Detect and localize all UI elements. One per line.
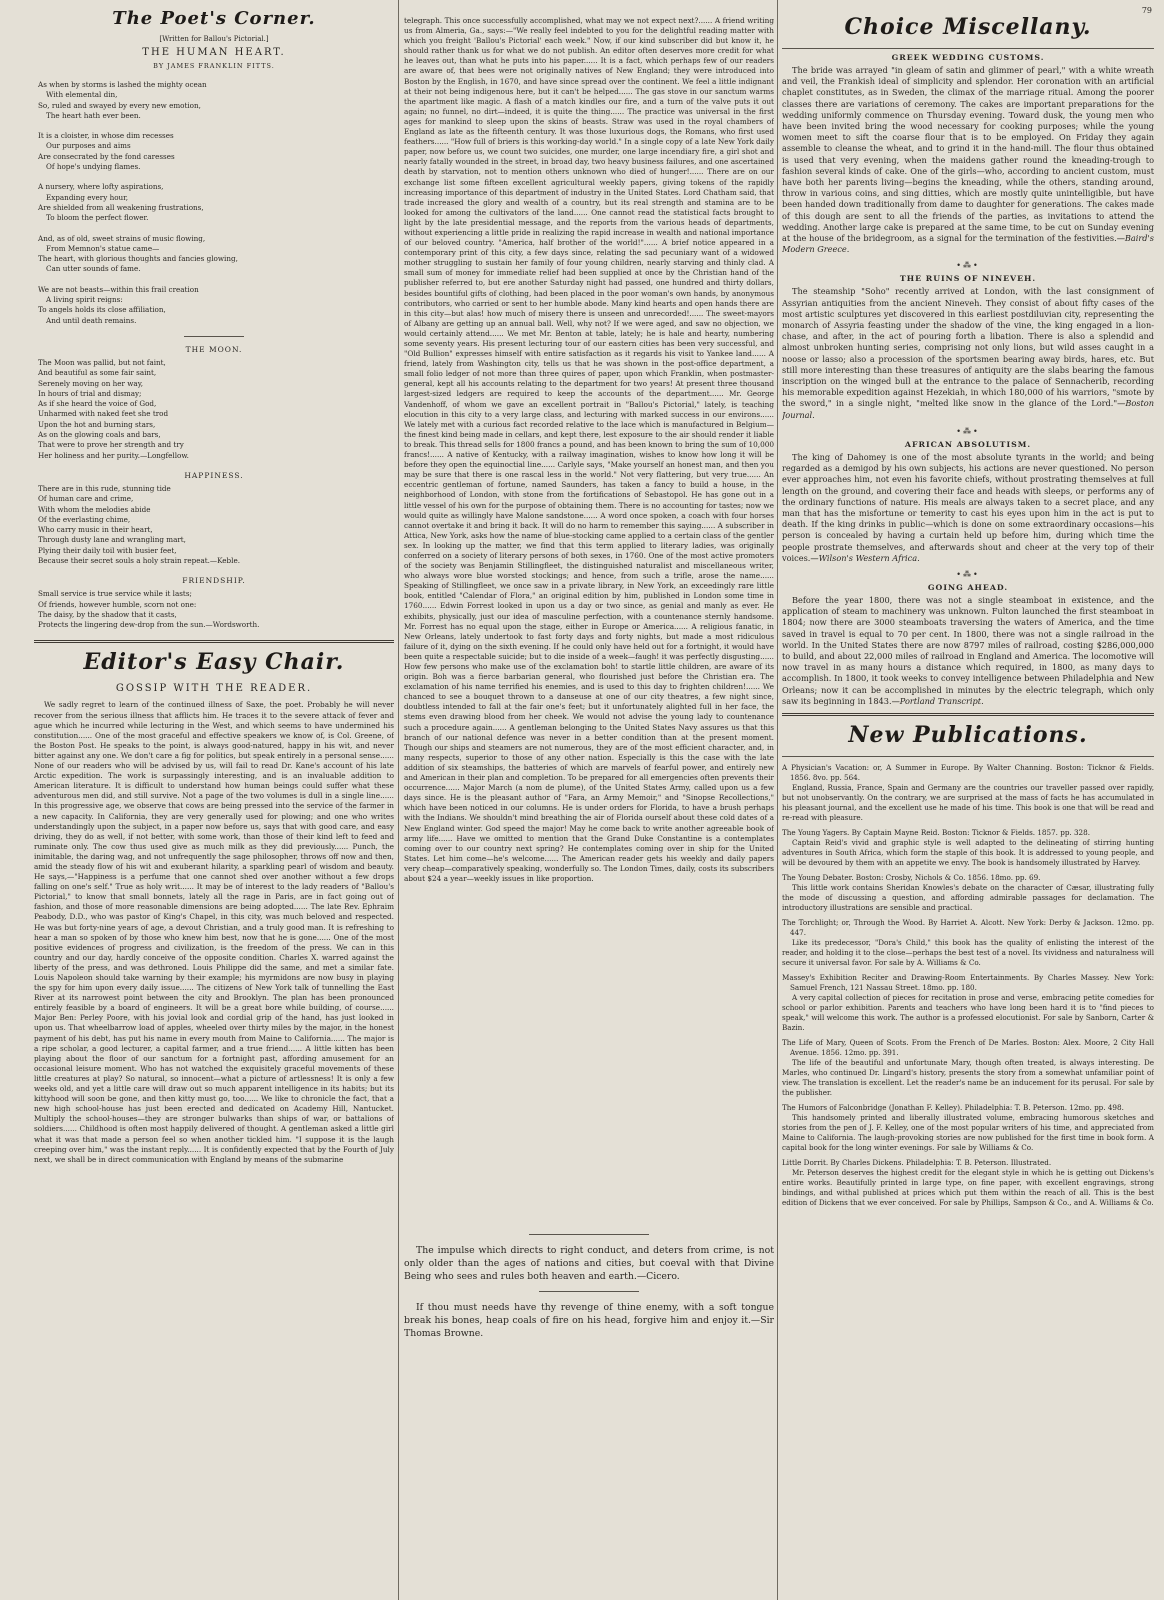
verse-line: Protects the lingering dew-drop from the sun.—Wordsworth. [38,620,260,630]
publication-review: A very capital collection of pieces for recitation in prose and verse, embracing petite comedies for school or parlor exhibition. Parents and teachers who have long been hard it is to "find pieces to speak," will welcome this work. The author is a professed elocutionist. For sale by Sanborn, Carter & Bazin. [782,992,1154,1032]
verse-line: And, as of old, sweet strains of music flowing, [38,233,206,243]
column-rule [777,0,778,1600]
verse-line: So, ruled and swayed by every new emotion, [38,100,201,110]
verse-line: Upon the hot and burning stars, [38,419,156,429]
article-title: THE RUINS OF NINEVEH. [899,274,1037,284]
verse-line: As on the glowing coals and bars, [38,430,161,440]
article-title: GREEK WEDDING CUSTOMS. [891,53,1045,62]
publications-list [782,763,1154,1208]
poem-byline: BY JAMES FRANKLIN FITTS. [153,62,275,70]
ornament: •⁂• [956,426,980,436]
publication-item [782,1158,1154,1208]
verse-line: Our purposes and aims [46,141,131,151]
poem-stanzas [34,80,394,326]
written-for-note: [Written for Ballou's Pictorial.] [159,35,269,43]
verse-line: A nursery, where lofty aspirations, [38,182,164,192]
gossip-title: GOSSIP WITH THE READER. [115,683,313,695]
publication-entry: A Physician's Vacation: or, A Summer in Europe. By Walter Channing. Boston: Ticknor & Fields. 1856. 8vo. pp. 564. [782,762,1154,782]
verse-line: To angels holds its close affiliation, [38,305,166,315]
divider [184,336,244,337]
editors-chair-heading: Editor's Easy Chair. [83,649,345,676]
verse-line: From Memnon's statue came— [46,243,160,253]
verse-line: Who carry music in their heart, [38,525,153,535]
verse-line: Her holiness and her purity.—Longfellow. [38,450,189,460]
column-rule [398,0,399,1600]
article-title: GOING AHEAD. [927,582,1009,592]
publications-heading: New Publications. [848,721,1088,748]
verse-line: With whom the melodies abide [38,504,151,514]
publication-review: Captain Reid's vivid and graphic style is well adapted to the delineating of stirring hunting adventures in South Africa, which form the staple of this book. It is addressed to young people, and will be devoured by them with an appetite we envy. The book is handsomely illustrated by Harvey. [782,837,1154,867]
verse-line: Of the everlasting chime, [38,514,131,524]
publication-item [782,1103,1154,1153]
article-body: The bride was arrayed "in gleam of satin and glimmer of pearl," with a white wreath and veil, the Frankish ideal of simplicity and splendor. Her coronation with an artificial chaplet constitutes, as in Sweden, the climax of the marriage ritual. Among the poorer classes there are variations of ceremony. The cakes are important preparations for the wedding uniformly commence on Thursday evening. Toward dusk, the young men who have been invited bring the wood necessary for cooking purposes; while the young women meet to sift the coarse flour that is to be employed. On Friday they again assemble to cleanse the wheat, and to grind it in the hand-mill. The flour thus obtained is used that very evening, when the maidens gather round the kneading-trough to fashion several kinds of cake. One of the girls—who, according to ancient custom, must have both her parents living—begins the kneading, while the others, standing around, throw in various coins, and sing ditties, which are mostly quite unintelligible, but have been handed down traditionally from dame to daughter for generations. The cakes made of this dough are sent to all the friends of the parties, as invitations to attend the wedding. Another large cake is prepared at the same time, to be cut on Sunday evening at the house of the bridegroom, as a signal for the termination of the festivities.—Baird's Modern Greece. [782,65,1154,255]
publication-entry: Massey's Exhibition Reciter and Drawing-Room Entertainments. By Charles Massey. New York: Samuel French, 121 Nassau Street. 18mo. pp. 180. [782,972,1154,992]
poem-title: THE HUMAN HEART. [142,47,286,58]
verse-line: To bloom the perfect flower. [46,213,149,223]
moon-title: THE MOON. [185,344,243,354]
publication-item [782,873,1154,913]
cicero-quote: The impulse which directs to right conduct, and deters from crime, is not only older than the ages of nations and cities, but coeval with that Divine Being who sees and rules both heaven and earth.—Cicero. [404,1245,774,1282]
verse-line: A living spirit reigns: [46,295,123,305]
verse-line: And until death remains. [46,315,137,325]
publication-review: Like its predecessor, "Dora's Child," this book has the quality of enlisting the interest of the reader, and holding it to the close—perhaps the best test of a novel. Its vividness and naturalness will secure it universal favor. For sale by A. Williams & Co. [782,937,1154,967]
section-divider [34,640,394,643]
verse-line: That were to prove her strength and try [38,440,184,450]
verse-line: With elemental din, [46,90,118,100]
publication-item [782,973,1154,1033]
verse-line: In hours of trial and dismay; [38,388,142,398]
divider [539,1291,639,1292]
stanza [34,131,394,172]
verse-line: Of friends, however humble, scorn not one: [38,599,197,609]
verse-line: Are consecrated by the fond caresses [38,151,175,161]
browne-quote: If thou must needs have thy revenge of thine enemy, with a soft tongue break his bones, heap coals of fire on his head, forgive him and enjoy it.—Sir Thomas Browne. [404,1302,774,1339]
verse-line: Can utter sounds of fame. [46,264,141,274]
verse-line: Serenely moving on her way, [38,378,144,388]
publication-item [782,763,1154,823]
verse-line: The heart hath ever been. [46,110,141,120]
verse-line: The heart, with glorious thoughts and fancies glowing, [38,254,238,264]
verse-line: The Moon was pallid, but not faint, [38,357,166,367]
right-column [782,0,1154,1600]
stanza [34,285,394,326]
verse-line: Expanding every hour, [46,192,129,202]
publication-entry: The Torchlight; or, Through the Wood. By Harriet A. Alcott. New York: Derby & Jackson. 12mo. pp. 447. [782,917,1154,937]
article-body: The steamship "Soho" recently arrived at London, with the last consignment of Assyrian antiquities from the ancient Nineveh. They consist of about fifty cases of the most artistic sculptures yet discovered in this earliest postdiluvian city, representing the monarch of Assyria feasting under the shadow of the vine, the king engaged in a lion-chase, and after, in the act of pouring forth a libation. There is also a splendid and almost unbroken hunting series, comprising not only lions, but wild asses caught in a noose or lasso; also a procession of the sportsmen bearing away birds, hares, etc. But still more interesting than these treasures of antiquity are the slabs bearing the famous inscription on the winged bull at the entrance to the palace of Sennacherib, recording his memorable expedition against Hezekiah, in which 180,000 of his warriors, "smote by the sword," in a single night, "melted like snow in the glance of the Lord."—Boston Journal. [782,286,1154,420]
stanza [34,182,394,223]
verse-line: Small service is true service while it lasts; [38,589,192,599]
verse-line: Are shielded from all weakening frustrations, [38,202,204,212]
verse-line: Of human care and crime, [38,494,134,504]
verse-line: The daisy, by the shadow that it casts, [38,609,177,619]
friendship-poem [34,589,394,630]
publication-entry: The Young Yagers. By Captain Mayne Reid. Boston: Ticknor & Fields. 1857. pp. 328. [782,827,1090,837]
publication-review: This little work contains Sheridan Knowles's debate on the character of Cæsar, illustrating fully the mode of discussing a question, and affording admirable passages for declamation. The introductory illustrations are sensible and practical. [782,882,1154,912]
publication-entry: The Young Debater. Boston: Crosby, Nichols & Co. 1856. 18mo. pp. 69. [782,872,1041,882]
verse-line: It is a cloister, in whose dim recesses [38,131,174,141]
publication-review: England, Russia, France, Spain and Germany are the countries our traveller passed over rapidly, but not unobservantly. On the contrary, we are surprised at the mass of facts he has accumulated in his pleasant journal, and the excellent use he made of his time. This book is one that will be read and re-read with pleasure. [782,782,1154,822]
ornament: •⁂• [956,261,980,271]
stanza [34,234,394,275]
publication-entry: The Life of Mary, Queen of Scots. From the French of De Marles. Boston: Alex. Moore, 2 City Hall Avenue. 1856. 12mo. pp. 391. [782,1037,1154,1057]
verse-line: Because their secret souls a holy strain repeat.—Keble. [38,555,240,565]
article-body: The king of Dahomey is one of the most absolute tyrants in the world; and being regarded as a demigod by his own subjects, his actions are never questioned. No person ever approaches him, not even his favorite chiefs, without prostrating themselves at full length on the ground, and covering their face and heads with sleeps, or performs any of the ordinary functions of nature. His meals are always taken to a secret place, and any man that has the misfortune or temerity to cast his eyes upon him in the act is put to death. If the king drinks in public—which is done on some extraordinary occasions—his person is concealed by having a curtain held up before him, during which time the people prostrate themselves, and afterwards shout and cheer at the very top of their voices.—Wilson's Western Africa. [782,451,1154,563]
publication-item [782,1038,1154,1098]
friendship-title: FRIENDSHIP. [182,576,246,586]
verse-line: As when by storms is lashed the mighty ocean [38,80,207,89]
happiness-title: HAPPINESS. [184,470,244,480]
verse-line: Unharmed with naked feet she trod [38,409,169,419]
page-number: 79 [1141,6,1152,15]
publication-item [782,828,1154,868]
verse-line: And beautiful as some fair saint, [38,368,157,378]
publication-review: The life of the beautiful and unfortunate Mary, though often treated, is always interesting. De Marles, who continued Dr. Lingard's history, presents the story from a somewhat unfamiliar point of view. The translation is excellent. Let the reader's name be an inducement for its perusal. For sale by the publisher. [782,1057,1154,1097]
poets-corner-heading: The Poet's Corner. [112,8,316,29]
publication-entry: The Humors of Falconbridge (Jonathan F. Kelley). Philadelphia: T. B. Peterson. 12mo. pp. 498. [782,1102,1124,1112]
verse-line: Plying their daily toil with busier feet, [38,545,177,555]
verse-line: Through dusty lane and wrangling mart, [38,535,186,545]
verse-line: There are in this rude, stunning tide [38,483,171,493]
gossip-text: We sadly regret to learn of the continued illness of Saxe, the poet. Probably he will never recover from the serious illness that afflicts him. He traces it to the severe attack of fever and ague which he incurred while lecturing in the West, and which seems to have undermined his constitution...... One of the most graceful and effective speakers we know of, is Col. Greene, of the Boston Post. He speaks to the point, is always good-natured, happy in his wit, and never bitter against any one. We don't care a fig for politics, but speak entirely in a personal sense...... None of our readers who will be advised by us, will fail to read Dr. Kane's account of his late Arctic expedition. The work is surpassingly interesting, and is an invaluable addition to American literature. It is difficult to understand how human beings could suffer what these adventurous men did, and still survive. Not a page of the two volumes is dull in a single line...... In this progressive age, we observe that cows are being pressed into the service of the farmer in a new capacity. In California, they are very generally used for plowing; and one who writes understandingly upon the subject, in a paper now before us, says that with good care, and easy driving, they do as well, if not better, with some work, than those of their kind left to feed and ruminate only. The cow thus used give as much milk as they did previously...... Punch, the inimitable, the daring wag, and not unfrequently the sage philosopher, throws off now and then, amid the steady flow of his wit and exuberant hilarity, a sparkling pearl of wisdom and beauty. He says,—"Happiness is a perfume that one cannot shed over another without a few drops falling on one's self." True as holy writ...... It may be of interest to the lady readers of "Ballou's Pictorial," to know that small bonnets, lately all the rage in Paris, are in fact going out of fashion, and those of more reasonable dimensions are being adopted...... The late Rev. Ephraim Peabody, D.D., who was pastor of King's Chapel, in this city, was much beloved and respected. He was but forty-nine years of age, a devout Christian, and a truly good man. It is refreshing to hear a man so spoken of by those who knew him best, now that he is gone...... One of the most positive evidences of progress and civilization, is the freedom of the press. We can in this country and our day, hardly conceive of the opposite condition. Charles X. warred against the liberty of the press, and was dethroned. Louis Philippe did the same, and met a similar fate. Louis Napoleon should take warning by their example; his myrmidons are now busy in playing the spy for him upon every daily issue...... The citizens of New York talk of tunnelling the East River at its narrowest point between the city and Brooklyn. The plan has been pronounced entirely feasible by a board of engineers. It will be a great bore while building, of course...... Major Ben: Perley Poore, with his jovial look and cordial grip of the hand, has just looked in upon us. That wheelbarrow load of apples, wheeled over thirty miles by the major, in the honest payment of his debt, has put his name in every mouth from Maine to California...... The major is a ripe scholar, a good lecturer, a capital farmer, and a true friend...... A little kitten has been playing about the floor of our sanctum for a fortnight past, affording amusement for an occasional leisure moment. Who has not watched the exquisitely graceful movements of these little creatures at play? So natural, so innocent—what a picture of artlessness! It is only a few weeks old, and yet a little care will draw out so much apparent intelligence in its habits; but its kittyhood will soon be gone, and then kitty must go, too...... We like to chronicle the fact, that a new high school-house has just been erected and dedicated on Academy Hill, Nantucket. Multiply the school-houses—they are stronger bulwarks than ships of war, or battalions of soldiers...... Childhood is often most happily delivered of thought. A gentleman asked a little girl what it was that made a person feel so when another tickled him. "I suppose it is the laugh creeping over him," was the instant reply...... It is confidently expected that by the Fourth of July next, we shall be in direct communication with England by means of the submarine [34,700,394,1164]
miscellany-heading: Choice Miscellany. [844,14,1092,40]
publication-item [782,918,1154,968]
article-body: Before the year 1800, there was not a single steamboat in existence, and the application of steam to machinery was unknown. Fulton launched the first steamboat in 1804; now there are 3000 steamboats traversing the waters of America, and the time saved in travel is equal to 70 per cent. In 1800, there was not a single railroad in the world. In the United States there are now 8797 miles of railroad, costing $286,000,000 to build, and about 22,000 miles of railroad in England and America. The locomotive will now travel in as many hours a distance which required, in 1800, as many days to accomplish. In 1800, it took weeks to convey intelligence between Philadelphia and New Orleans; now it can be accomplished in minutes by the electric telegraph, which only saw its beginning in 1843.—Portland Transcript. [782,594,1154,706]
verse-line: We are not beasts—within this frail creation [38,284,199,294]
middle-column [404,0,774,1600]
happiness-poem [34,484,394,566]
publication-review: Mr. Peterson deserves the highest credit for the elegant style in which he is getting out Dickens's entire works. Beautifully printed in large type, on fine paper, with excellent engravings, strong bindings, and withal published at prices which put them within the reach of all. This is the best edition of Dickens that we ever conceived. For sale by Phillips, Sampson & Co., and A. Williams & Co. [782,1167,1154,1207]
section-divider [782,713,1154,716]
ornament: •⁂• [956,569,980,579]
divider [782,48,1154,49]
divider [782,756,1154,757]
left-column [34,0,394,1600]
verse-line: As if she heard the voice of God, [38,399,157,409]
verse-line: Of hope's undying flames. [46,162,141,172]
stanza [34,80,394,121]
article-title: AFRICAN ABSOLUTISM. [904,439,1032,449]
gossip-continued: telegraph. This once successfully accomplished, what may we not expect next?...... A friend writing us from Almeria, Ga., says:—"We really feel indebted to you for the delightful reading matter with which you freight 'Ballou's Pictorial' each week." Now, if our kind subscriber did but know it, he should rather thank us for what we do not publish. An editor often deserves more credit for what he leaves out, than what he puts into his paper...... It is a fact, which perhaps few of our readers are aware of, that bees were not originally natives of New England; they were introduced into Boston by the English, in 1670, and have since spread over the continent. We feel a little indignant at their not being indigenous here, but it can't be helped...... The gas stove in our sanctum warms the apartment like magic. A flash of a match kindles our fire, and a turn of the valve puts it out again; no funnel, no dirt—indeed, it is quite the thing...... The practice was universal in the first ages for mankind to sleep upon the skins of beasts. Straw was used in the royal chambers of England as late as the fifteenth century. It was those luxurious dogs, the Romans, who first used feathers...... "How full of briers is this working-day world." In a single copy of a late New York daily paper, now before us, we count two suicides, one murder, one large incendiary fire, a girl shot and nearly fatally wounded in the street, in broad day, two heavy business failures, and one ascertained death by starvation, not to mention others unknown who died of hunger!...... There are on our exchange list some fifteen excellent agricultural weekly papers, giving tokens of the rapidly increasing importance of this department of industry in the United States. Lord Chatham said, that trade increased the glory and wealth of a country, but its real strength and stamina are to be looked for among the cultivators of the land...... One cannot read the statistical facts brought to light by the late presidential message, and the reports from the various heads of departments, without experiencing a little pride in realizing the rapid increase in wealth and national importance of our beloved country. "America, half brother of the world!"...... A brief notice appeared in a contemporary print of this city, a few days since, relating the sad pecuniary want of a widowed mother struggling to sustain her family of four young children, nearly starving and thinly clad. A small sum of money for immediate relief had been supplied at once by the Christian hand of the publisher referred to, but ere another Saturday night had passed, one hundred and thirty dollars, besides bountiful gifts of clothing, had been placed in the poor woman's own hands, by anonymous contributors, who carried or sent to her humble abode. Many kind hearts and open hands there are in this city—but alas! how much of misery there is unseen and unrecorded!...... The sweet-mayors of Albany are getting up an annual ball. Well, why not? If we were aged, and saw no objection, we would certainly attend...... We met Mr. Benton at table, lately; he is hale and hearty, numbering some seventy years. His present lecturing tour of our eastern cities has been very successful, and "Old Bullion" expresses himself with entire satisfaction as it regards his visit to Yankee land...... A friend, lately from Washington city, tells us that he was shown in the post-office department, a small folio ledger of not more than three quires of paper, upon which Franklin, when postmaster-general, kept all his accounts relating to the department for two years! At present three thousand largest-sized ledgers are required to keep the accounts of the department...... Mr. George Vandenhoff, of whom we gave an excellent portrait in "Ballou's Pictorial," lately, is teaching elocution in this city to a very large class, and lecturing with marked success in our environs...... We lately met with a curious fact recorded relative to the lace which is manufactured in Belgium—the finest kind being made in cellars, and kept there, lest exposure to the air should render it liable to break. This thread sells for 1800 francs a pound, and has been known to bring the sum of 10,000 francs!...... A native of Kentucky, with a railway imagination, wishes to know how long it will be before they open the equinoctial line...... Carlyle says, "Make yourself an honest man, and then you may be sure that there is one rascal less in the world." Not very flattering, but very true...... An eccentric gentleman of fortune, named Saunders, has taken a fancy to build a house, in the neighborhood of London, with stone from the fortifications of Sebastopol. He has gone out in a little vessel of his own for the purpose of obtaining them. There is no accounting for tastes; now we would quite as willingly have Malone sandstone...... A word once spoken, a coach with four horses cannot overtake it and bring it back. It will do no harm to remember this saying...... A subscriber in Attica, New York, asks how the name of blue-stocking came applied to a certain class of the gentler sex. In looking up the matter, we find that this term applied to literary ladies, was originally conferred on a society of literary persons of both sexes, in 1760. One of the most active promoters of the society was Benjamin Stillingfleet, the distinguished naturalist and miscellaneous writer, who always wore blue worsted stockings; and hence, from such a trifle, arose the name...... Speaking of Stillingfleet, we once saw in a private library, in New York, an exceedingly rare little book, entitled "Calendar of Flora," an original edition by him, published in London some time in 1760...... Edwin Forrest looked in upon us a day or two since, as genial and manly as ever. He exhibits, physically, just our idea of masculine perfection, with a countenance sternly handsome. Mr. Forrest has no equal upon the stage, either in Europe or America...... A religious fanatic, in New Orleans, lately undertook to fast forty days and forty nights, but made a most ridiculous failure of it, dying on the sixth evening. If he could only have held out for a fortnight, it would have been quite a respectable suicide; but to die inside of a week—faugh! it was perfectly disgusting...... How few persons who make use of the exclamation boh! to startle little children, are aware of its origin. Boh was a fierce barbarian general, who flourished just before the Christian era. The exclamation of his name terrified his enemies, and is used to this day to frighten children!...... We chanced to see a bouquet thrown to a danseuse at one of our city theatres, a few night since, doubtless intended to fall at the fair one's feet; but it unfortunately alighted full in her face, the stems even drawing blood from her cheek. We would not advise the young lady to countenance such a procedure again...... A gentleman belonging to the United States Navy assures us that this branch of our national defence was never in a better condition than at the present moment. Though our ships and steamers are not numerous, they are of the most efficient character, and, in many respects, superior to those of any other nation. Especially is this the case with the late addition of six steamships, the batteries of which are marvels of fearful power, and entirely new and American in their plan and completion. To be prepared for all emergencies often prevents their occurrence...... Major March (a nom de plume), of the United States Army, called upon us a few days since. He is the pleasant author of "Fara, an Army Memoir," and "Sinopse Recollections," which have been noticed in our columns. He is under orders for Florida, to have a brush perhaps with the Indians. We shouldn't mind breathing the air of Florida ourself about these cold dates of a New England winter. God speed the major! May he come back to write another agreeable book of army life...... Have we omitted to mention that the Grand Duke Constantine is a contemplates coming over to our country next spring? He contemplates coming over in ship for the United States. Let him come—he's welcome...... The American reader gets his weekly and daily papers very cheap—comparatively speaking, wonderfully so. The London Times, daily, costs its subscribers about $24 a year—weekly issues in like proportion. [404,16,774,883]
publication-review: This handsomely printed and liberally illustrated volume, embracing humorous sketches and stories from the pen of J. F. Kelley, one of the most popular writers of his time, and appreciated from Maine to California. The laugh-provoking stories are now published for the first time in book form. A capital book for the long winter evenings. For sale by Williams & Co. [782,1112,1154,1152]
divider [529,1234,649,1235]
moon-poem [34,358,394,461]
publication-entry: Little Dorrit. By Charles Dickens. Philadelphia: T. B. Peterson. Illustrated. [782,1157,1052,1167]
